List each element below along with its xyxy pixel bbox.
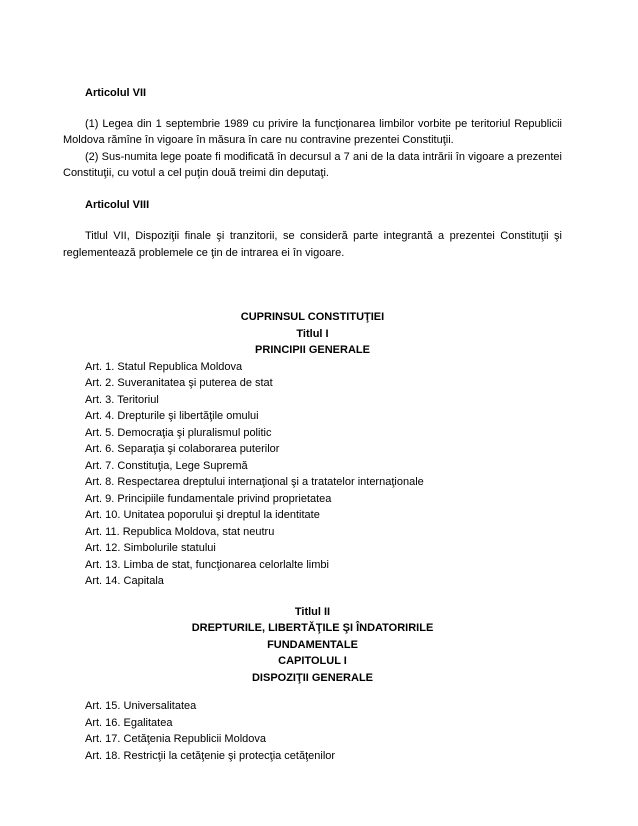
toc-item: Art. 6. Separaţia şi colaborarea puterilor	[85, 443, 280, 455]
capitol-1-label: CAPITOLUL I	[278, 655, 347, 667]
titlul-1-name: PRINCIPII GENERALE	[255, 344, 370, 356]
toc-item: Art. 12. Simbolurile statului	[85, 542, 216, 554]
article-vii-paragraph-2: (2) Sus-numita lege poate fi modificată în decursul a 7 ani de la data intrării în vigoare a prezentei Constituţii, cu votul a cel puţin două treimi din deputaţi.	[63, 150, 562, 179]
toc-item: Art. 15. Universalitatea	[85, 700, 197, 712]
toc-item: Art. 17. Cetăţenia Republicii Moldova	[85, 733, 266, 745]
article-vii-heading: Articolul VII	[85, 87, 147, 99]
toc-item: Art. 14. Capitala	[85, 575, 164, 587]
toc-item: Art. 5. Democraţia şi pluralismul politic	[85, 426, 272, 439]
article-viii-heading: Articolul VIII	[85, 198, 150, 211]
titlul-1-label: Titlul I	[296, 327, 329, 340]
toc-item: Art. 7. Constituţia, Lege Supremă	[85, 459, 248, 472]
toc-header	[63, 309, 562, 359]
toc-list-titlul-1	[63, 359, 562, 590]
toc-item: Art. 3. Teritoriul	[85, 393, 159, 406]
titlul-2-label: Titlul II	[294, 605, 331, 618]
titlul-2-name-line-2: FUNDAMENTALE	[267, 638, 358, 651]
toc-item: Art. 1. Statul Republica Moldova	[85, 360, 243, 373]
titlul-2-header	[63, 604, 562, 687]
article-vii-paragraph-1: (1) Legea din 1 septembrie 1989 cu privire la funcţionarea limbilor vorbite pe teritoriul Republicii Moldova rămîne în vigoare în măsura în care nu contravine prezentei Constituţii.	[63, 117, 562, 146]
document-page	[63, 85, 562, 764]
toc-item: Art. 11. Republica Moldova, stat neutru	[85, 525, 275, 538]
toc-list-capitol-1	[63, 698, 562, 764]
titlul-2-name-line-1: DREPTURILE, LIBERTĂŢILE ŞI ÎNDATORIRILE	[191, 622, 434, 634]
article-viii-paragraph-1: Titlul VII, Dispoziţii finale şi tranzitorii, se consideră parte integrantă a prezentei Constituţii şi reglementează problemele ce ţin de intrarea ei în vigoare.	[63, 230, 562, 259]
toc-item: Art. 2. Suveranitatea şi puterea de stat	[85, 377, 273, 389]
toc-item: Art. 4. Drepturile şi libertăţile omului	[85, 410, 259, 422]
toc-item: Art. 13. Limba de stat, funcţionarea celorlalte limbi	[85, 558, 329, 571]
toc-item: Art. 9. Principiile fundamentale privind proprietatea	[85, 492, 332, 505]
toc-item: Art. 16. Egalitatea	[85, 716, 173, 729]
toc-item: Art. 10. Unitatea poporului şi dreptul la identitate	[85, 509, 320, 521]
capitol-1-name: DISPOZIŢII GENERALE	[251, 671, 373, 684]
toc-title: CUPRINSUL CONSTITUŢIEI	[240, 311, 385, 323]
toc-item: Art. 18. Restricţii la cetăţenie şi protecţia cetăţenilor	[85, 749, 336, 762]
toc-item: Art. 8. Respectarea dreptului internaţional şi a tratatelor internaţionale	[85, 476, 424, 488]
